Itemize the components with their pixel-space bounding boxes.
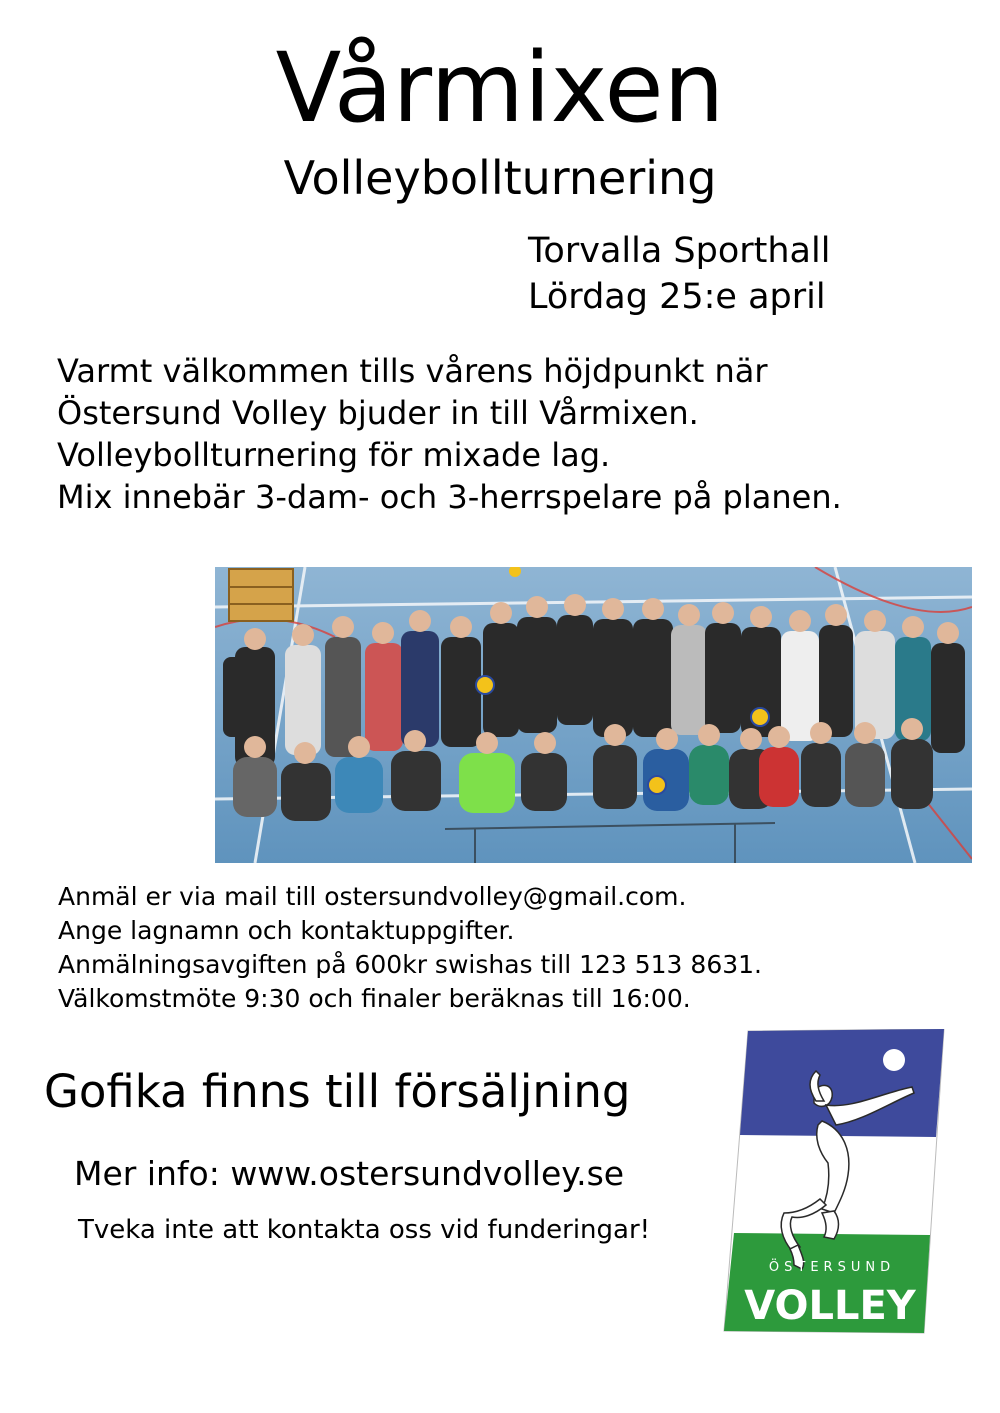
volleyball-player-icon (722, 1029, 946, 1335)
group-photo (215, 567, 972, 863)
intro-line: Volleybollturnering för mixade lag. (57, 436, 611, 474)
signup-line: Anmälningsavgiften på 600kr swishas till 123 513 8631. (58, 950, 762, 979)
page-title: Vårmixen (275, 32, 725, 144)
page-subtitle: Volleybollturnering (283, 151, 717, 205)
intro-line: Östersund Volley bjuder in till Vårmixen. (57, 394, 699, 432)
group-photo-icon (215, 567, 972, 863)
signup-line: Välkomstmöte 9:30 och finaler beräknas till 16:00. (58, 984, 691, 1013)
fika-notice: Gofika finns till försäljning (44, 1065, 631, 1118)
contact-text: Tveka inte att kontakta oss vid funderingar! (78, 1215, 651, 1245)
venue-date: Lördag 25:e april (528, 277, 826, 317)
logo-top-text: ÖSTERSUND (768, 1260, 896, 1275)
event-venue (528, 228, 830, 320)
more-info-link[interactable]: Mer info: www.ostersundvolley.se (74, 1154, 625, 1193)
signup-line: Ange lagnamn och kontaktuppgifter. (58, 916, 515, 945)
intro-line: Varmt välkommen tills vårens höjdpunkt när (57, 352, 768, 390)
venue-place: Torvalla Sporthall (528, 231, 831, 271)
logo-bottom-text: VOLLEY (744, 1283, 916, 1329)
intro-text (57, 350, 842, 518)
club-logo (722, 1029, 946, 1335)
signup-line: Anmäl er via mail till ostersundvolley@gmail.com. (58, 882, 687, 911)
intro-line: Mix innebär 3-dam- och 3-herrspelare på planen. (57, 478, 842, 516)
signup-info (58, 880, 762, 1016)
